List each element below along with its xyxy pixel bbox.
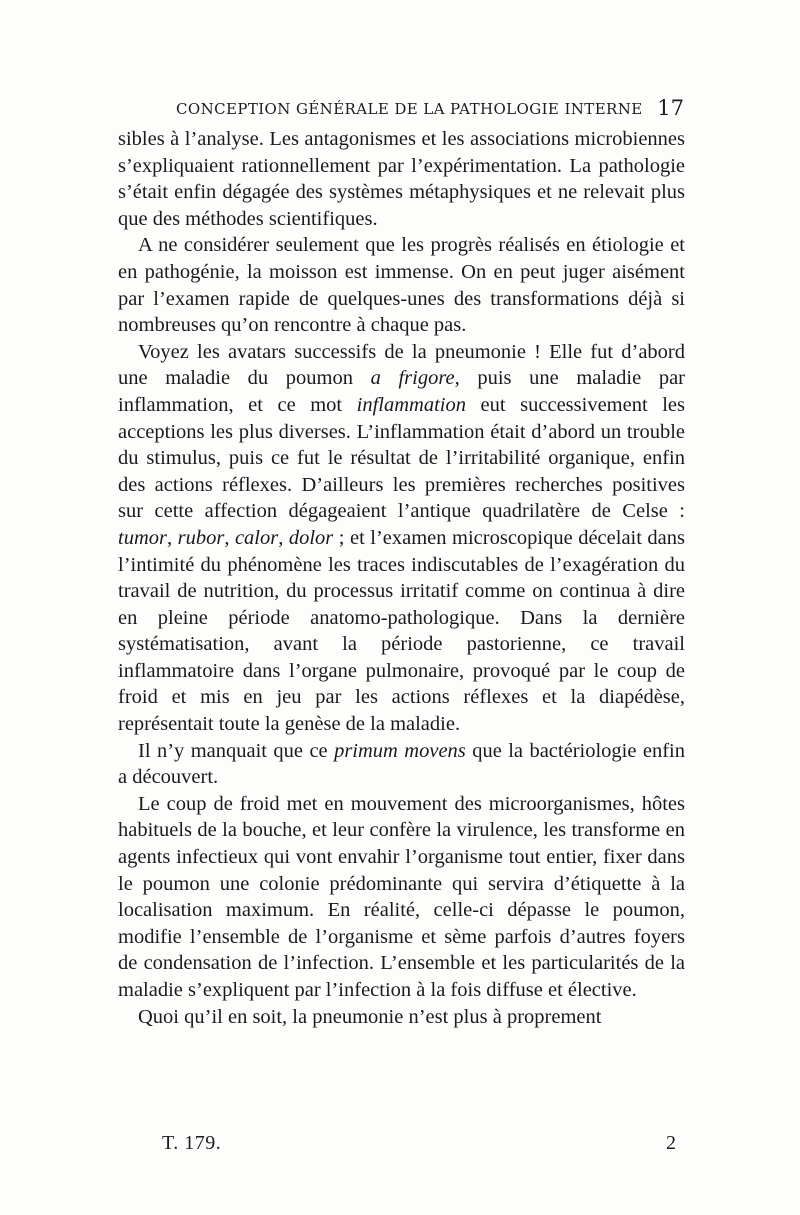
paragraph [118,339,685,738]
running-title: CONCEPTION GÉNÉRALE DE LA PATHOLOGIE INTERNE [176,100,643,118]
italic-term: dolor [288,526,334,549]
italic-term: a frigore [370,367,455,390]
text-run: Quoi qu’il en soit, la pneumonie n’est plus à proprement [138,1005,602,1028]
text-run: Voyez les avatars successifs de la pneumonie ! Elle fut d’abord une maladie du poumon [118,340,685,390]
running-header [118,96,684,126]
text-run: , [166,526,178,549]
text-run: A ne considérer seulement que les progrès réalisés en étiologie et en pathogénie, la moisson est immense. On en peut juger aisément par l’examen rapide de quelques-unes des transformations déjà si nombreuses qu’on rencontre à chaque pas. [118,234,685,337]
volume-mark: T. 179. [162,1132,222,1154]
paragraph [118,1004,685,1031]
page-number: 17 [657,96,684,120]
paragraph [118,232,685,338]
italic-term: inflammation [356,393,466,416]
text-run: , [224,526,235,549]
text-run: eut successivement les acceptions les plus diverses. L’inflammation était d’abord un trouble du stimulus, puis ce fut le résultat de l’irritabilité organique, enfin des actions réflexes. D’ailleurs les premières recherches positives sur cette affection dégageaient l’antique quadrilatère de Celse : [118,393,685,523]
italic-term: calor [234,526,279,549]
paragraph [118,738,685,791]
paragraph [118,126,685,232]
italic-term: tumor [118,526,167,549]
text-run: que la bactériologie enfin a découvert. [118,739,686,789]
signature-mark: 2 [666,1132,676,1154]
body-text [118,126,685,1030]
text-run: , [278,526,289,549]
text-run: ; et l’examen microscopique décelait dans l’intimité du phénomène les traces indiscutables de l’exagération du travail de nutrition, du processus irritatif comme on continua à dire en pleine période anatomo-pathologique. Dans la dernière systématisation, avant la période pastorienne, ce travail inflammatoire dans l’organe pulmonaire, provoqué par le coup de froid et mis en jeu par les actions réflexes et la diapédèse, représentait toute la genèse de la maladie. [118,526,686,736]
italic-term: primum movens [334,739,466,762]
text-run: , puis une maladie par inflammation, et ce mot [118,367,685,416]
text-run: Il n’y manquait que ce [138,739,335,762]
page-footer [118,1130,684,1160]
paragraph [118,791,685,1004]
text-run: sibles à l’analyse. Les antagonismes et les associations microbiennes s’expliquaient rationnellement par l’expérimentation. La pathologie s’était enfin dégagée des systèmes métaphysiques et ne relevait plus que des méthodes scientifiques. [118,128,685,230]
italic-term: rubor [177,526,225,549]
text-run: Le coup de froid met en mouvement des microorganismes, hôtes habituels de la bouche, et leur confère la virulence, les transforme en agents infectieux qui vont envahir l’organisme tout entier, fixer dans le poumon une colonie prédominante qui servira d’étiquette à la localisation maximum. En réalité, celle-ci dépasse le poumon, modifie l’ensemble de l’organisme et sème parfois d’autres foyers de condensation de l’infection. L’ensemble et les particularités de la maladie s’expliquent par l’infection à la fois diffuse et élective. [118,792,685,1001]
